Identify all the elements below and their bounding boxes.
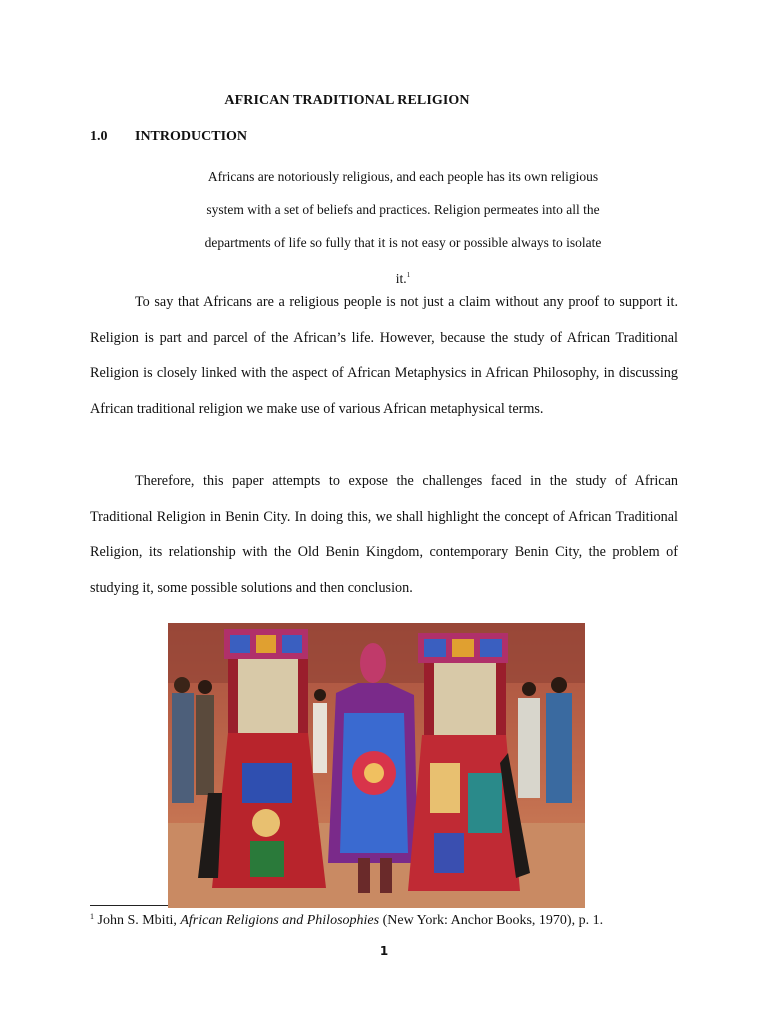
section-number: 1.0 <box>90 129 108 144</box>
section-title: INTRODUCTION <box>135 129 248 144</box>
footnote-publication: (New York: Anchor Books, 1970), p. 1. <box>382 913 604 928</box>
section-heading <box>90 129 247 145</box>
footnote-separator <box>90 905 168 906</box>
footnote-reference: 1 <box>406 271 411 279</box>
footnote-book-title: African Religions and Philosophies <box>180 913 380 928</box>
block-quote <box>200 160 606 295</box>
paragraph-2: Therefore, this paper attempts to expose the challenges faced in the study of African Traditional Religion in Benin City. In doing this, we shall highlight the concept of African Traditional Religion, its relationship with the Old Benin Kingdom, contemporary Benin City, the problem of studying it, some possible solutions and then conclusion. <box>90 473 678 597</box>
footnote-author: John S. Mbiti, <box>97 913 177 928</box>
paragraph-1: To say that Africans are a religious people is not just a claim without any proof to support it. Religion is part and parcel of the African’s life. However, because the study of African Traditional Religion is closely linked with the aspect of African Metaphysics in African Philosophy, in discussing African traditional religion we make use of various African metaphysical terms. <box>90 294 678 418</box>
footnote-marker: 1 <box>90 912 94 921</box>
footnote <box>90 912 603 929</box>
page-number: 1 <box>379 944 389 958</box>
document-title: AFRICAN TRADITIONAL RELIGION <box>224 93 470 108</box>
masquerade-photo <box>168 623 585 908</box>
block-quote-text: Africans are notoriously religious, and each people has its own religious system with a set of beliefs and practices. Religion permeates into all the departments of life so fully that it is not easy or possible always to isolate it. <box>204 169 602 286</box>
